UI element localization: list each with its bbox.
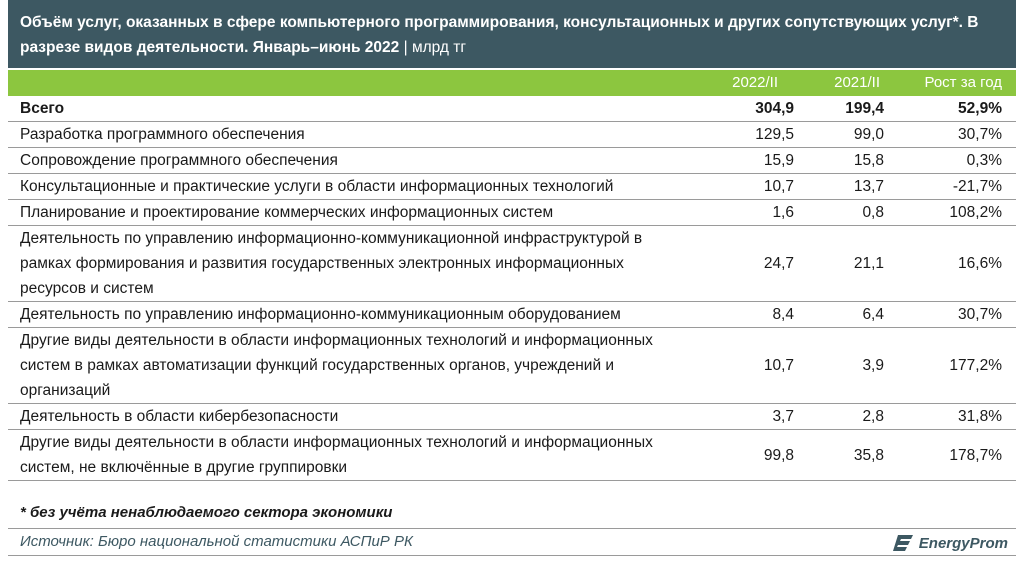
row-label: Деятельность в области кибербезопасности <box>8 404 698 430</box>
value-growth: 0,3% <box>898 148 1016 174</box>
table-row <box>8 174 1016 200</box>
energyprom-logo <box>893 531 1008 555</box>
table-row <box>8 122 1016 148</box>
column-header-2022: 2022/II <box>732 74 778 91</box>
energyprom-logo-icon <box>893 533 915 553</box>
value-growth: 108,2% <box>898 200 1016 226</box>
data-table-body <box>8 96 1016 481</box>
table-row <box>8 328 1016 404</box>
value-2021: 35,8 <box>808 430 898 481</box>
value-growth: 52,9% <box>898 96 1016 122</box>
table-row <box>8 148 1016 174</box>
value-2022: 1,6 <box>698 200 808 226</box>
value-2022: 10,7 <box>698 328 808 404</box>
value-2022: 129,5 <box>698 122 808 148</box>
row-label: Планирование и проектирование коммерческих информационных систем <box>8 200 698 226</box>
logo-text: EnergyProm <box>918 534 1008 552</box>
value-2022: 99,8 <box>698 430 808 481</box>
table-row <box>8 226 1016 302</box>
value-2021: 13,7 <box>808 174 898 200</box>
value-2021: 21,1 <box>808 226 898 302</box>
row-label: Сопровождение программного обеспечения <box>8 148 698 174</box>
value-growth: 31,8% <box>898 404 1016 430</box>
row-label: Консультационные и практические услуги в области информационных технологий <box>8 174 698 200</box>
table-row-total <box>8 96 1016 122</box>
value-growth: 30,7% <box>898 122 1016 148</box>
column-header-growth: Рост за год <box>924 74 1002 91</box>
column-header-2021: 2021/II <box>834 74 880 91</box>
row-label: Другие виды деятельности в области информационных технологий и информационных систем в рамках автоматизации функций государственных органов, учреждений и организаций <box>8 328 698 404</box>
value-2021: 199,4 <box>808 96 898 122</box>
value-growth: -21,7% <box>898 174 1016 200</box>
row-label: Другие виды деятельности в области информационных технологий и информационных систем, не включённые в другие группировки <box>8 430 698 481</box>
value-2021: 99,0 <box>808 122 898 148</box>
column-header-row <box>8 70 1016 96</box>
title-text: Объём услуг, оказанных в сфере компьютерного программирования, консультационных и других сопутствующих услуг*. В разрезе видов деятельности. Январь–июнь 2022 <box>20 14 979 56</box>
row-label: Деятельность по управлению информационно-коммуникационной инфраструктурой в рамках формирования и развития государственных электронных информационных ресурсов и систем <box>8 226 698 302</box>
value-2022: 304,9 <box>698 96 808 122</box>
value-growth: 16,6% <box>898 226 1016 302</box>
table-row <box>8 404 1016 430</box>
value-2022: 10,7 <box>698 174 808 200</box>
title-unit: млрд тг <box>411 39 467 56</box>
value-2021: 2,8 <box>808 404 898 430</box>
value-growth: 30,7% <box>898 302 1016 328</box>
source-text: Источник: Бюро национальной статистики АСПиР РК <box>20 533 413 550</box>
value-2022: 24,7 <box>698 226 808 302</box>
table-row <box>8 200 1016 226</box>
value-2022: 3,7 <box>698 404 808 430</box>
value-2021: 6,4 <box>808 302 898 328</box>
table-row <box>8 430 1016 481</box>
value-2021: 3,9 <box>808 328 898 404</box>
source-bar <box>8 528 1016 556</box>
value-2022: 15,9 <box>698 148 808 174</box>
value-growth: 177,2% <box>898 328 1016 404</box>
value-2021: 0,8 <box>808 200 898 226</box>
row-label: Всего <box>8 96 698 122</box>
value-2021: 15,8 <box>808 148 898 174</box>
table-title <box>8 0 1016 68</box>
footnote: * без учёта ненаблюдаемого сектора экономики <box>20 504 393 521</box>
row-label: Деятельность по управлению информационно-коммуникационным оборудованием <box>8 302 698 328</box>
data-table <box>8 96 1016 481</box>
title-separator: | <box>403 39 408 56</box>
row-label: Разработка программного обеспечения <box>8 122 698 148</box>
value-2022: 8,4 <box>698 302 808 328</box>
table-row <box>8 302 1016 328</box>
value-growth: 178,7% <box>898 430 1016 481</box>
